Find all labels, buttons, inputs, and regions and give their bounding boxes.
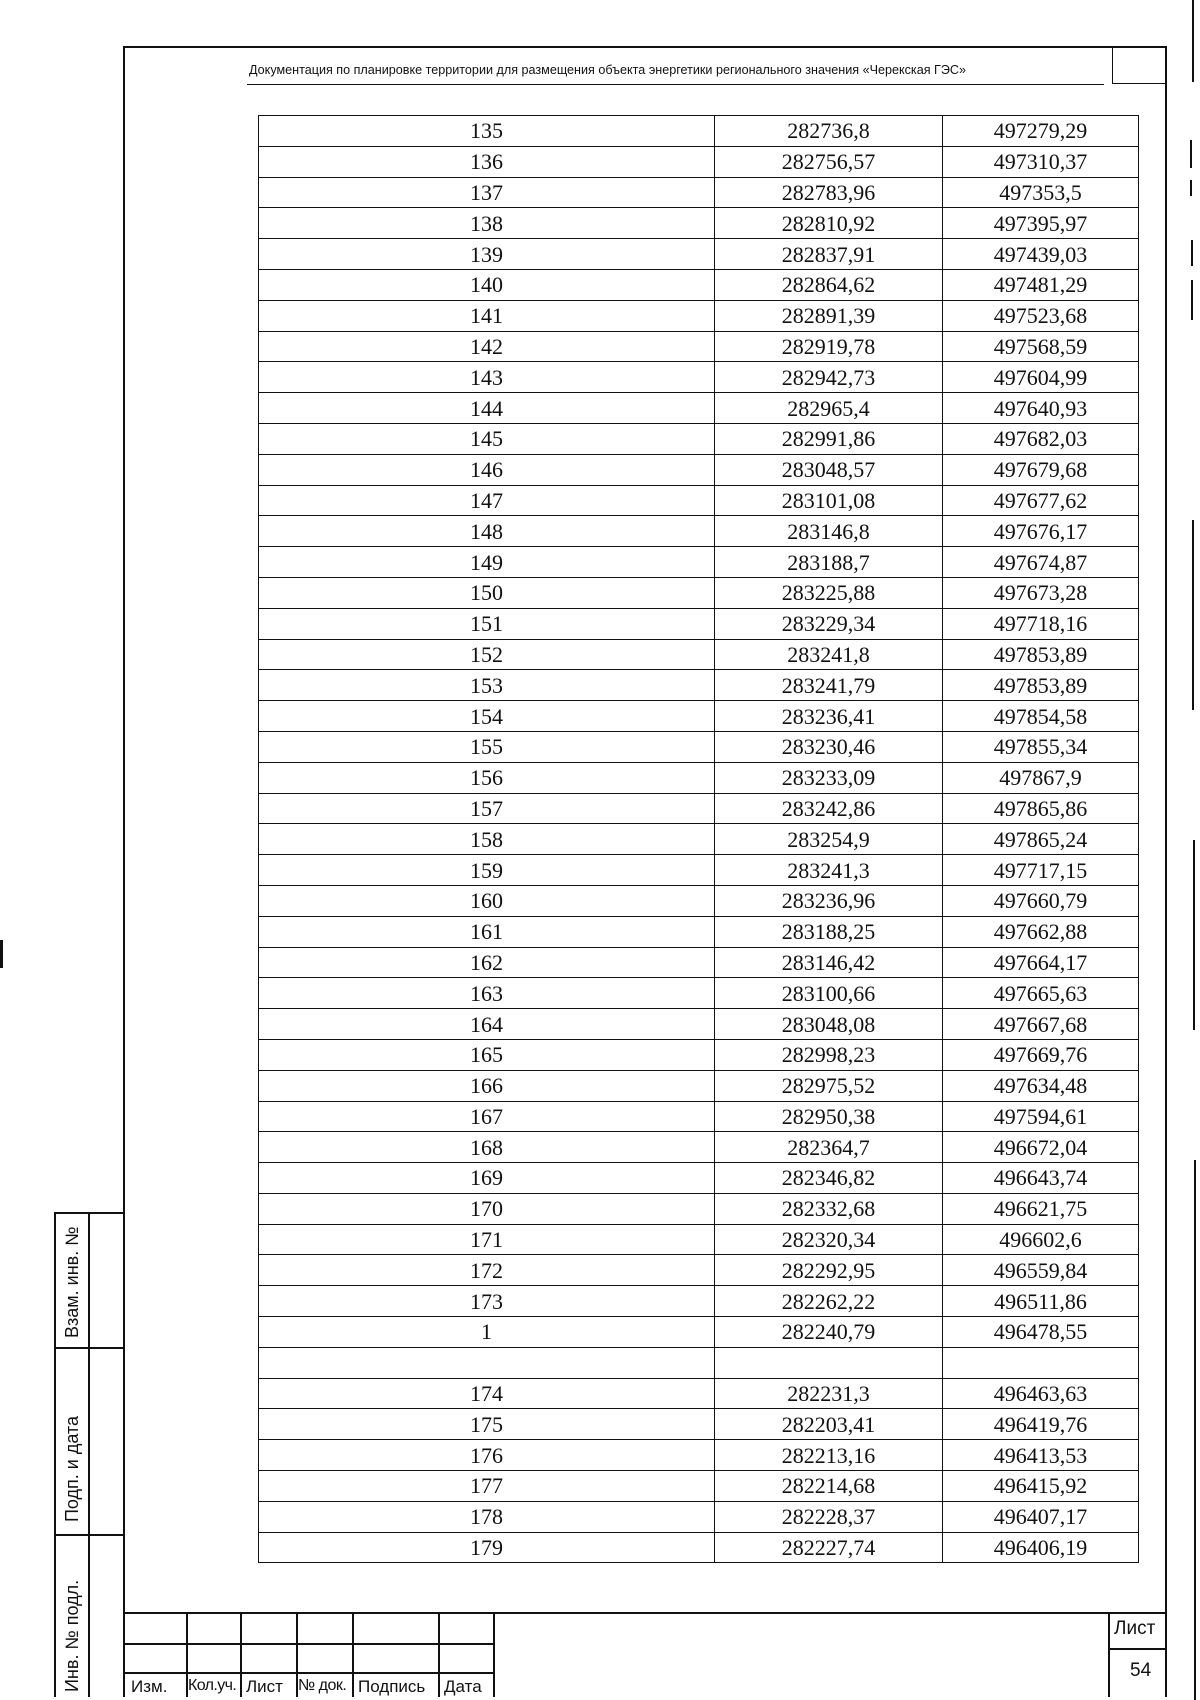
x-coordinate-cell: 282320,34 (715, 1224, 943, 1255)
y-coordinate-cell: 497310,37 (943, 146, 1139, 177)
y-coordinate-cell (943, 1347, 1139, 1378)
point-number-cell: 140 (259, 269, 715, 300)
left-stamp-outer-line (54, 1212, 56, 1697)
table-row (259, 1440, 1139, 1471)
point-number-cell: 138 (259, 208, 715, 239)
point-number-cell: 141 (259, 300, 715, 331)
kol-uch-label: Кол.уч. (188, 1677, 237, 1694)
point-number-cell: 156 (259, 762, 715, 793)
point-number-cell: 139 (259, 239, 715, 270)
y-coordinate-cell: 497853,89 (943, 639, 1139, 670)
point-number-cell: 170 (259, 1193, 715, 1224)
y-coordinate-cell: 496419,76 (943, 1409, 1139, 1440)
x-coordinate-cell: 283229,34 (715, 608, 943, 639)
title-block-top-line (123, 1612, 1167, 1614)
x-coordinate-cell: 283236,41 (715, 701, 943, 732)
table-row (259, 1286, 1139, 1317)
point-number-cell: 154 (259, 701, 715, 732)
table-row (259, 701, 1139, 732)
x-coordinate-cell: 283100,66 (715, 978, 943, 1009)
point-number-cell: 171 (259, 1224, 715, 1255)
x-coordinate-cell: 282975,52 (715, 1070, 943, 1101)
table-row (259, 239, 1139, 270)
table-row (259, 885, 1139, 916)
table-row (259, 1501, 1139, 1532)
x-coordinate-cell: 282919,78 (715, 331, 943, 362)
y-coordinate-cell: 497353,5 (943, 177, 1139, 208)
y-coordinate-cell: 497677,62 (943, 485, 1139, 516)
left-stamp-divider-2 (54, 1534, 124, 1536)
y-coordinate-cell: 497523,68 (943, 300, 1139, 331)
x-coordinate-cell: 283048,08 (715, 1009, 943, 1040)
point-number-cell: 151 (259, 608, 715, 639)
title-block-col-5 (438, 1612, 440, 1697)
coordinates-table-body (259, 116, 1139, 1563)
x-coordinate-cell: 283188,7 (715, 547, 943, 578)
x-coordinate-cell: 282756,57 (715, 146, 943, 177)
x-coordinate-cell: 283242,86 (715, 793, 943, 824)
table-row (259, 454, 1139, 485)
y-coordinate-cell: 497669,76 (943, 1039, 1139, 1070)
table-row (259, 423, 1139, 454)
x-coordinate-cell: 283188,25 (715, 916, 943, 947)
y-coordinate-cell: 497853,89 (943, 670, 1139, 701)
y-coordinate-cell: 496406,19 (943, 1532, 1139, 1563)
table-row (259, 947, 1139, 978)
x-coordinate-cell: 282213,16 (715, 1440, 943, 1471)
x-coordinate-cell: 282228,37 (715, 1501, 943, 1532)
x-coordinate-cell: 282736,8 (715, 116, 943, 147)
point-number-cell: 146 (259, 454, 715, 485)
table-row (259, 1317, 1139, 1348)
x-coordinate-cell: 282203,41 (715, 1409, 943, 1440)
x-coordinate-cell: 282783,96 (715, 177, 943, 208)
table-row (259, 116, 1139, 147)
point-number-cell: 179 (259, 1532, 715, 1563)
table-row (259, 577, 1139, 608)
table-row (259, 1255, 1139, 1286)
frame-top-border (123, 46, 1167, 48)
point-number-cell: 155 (259, 731, 715, 762)
document-title: Документация по планировке территории для размещения объекта энергетики регионального значения «Черекская ГЭС» (249, 63, 967, 77)
y-coordinate-cell: 497279,29 (943, 116, 1139, 147)
x-coordinate-cell: 283241,79 (715, 670, 943, 701)
point-number-cell: 175 (259, 1409, 715, 1440)
y-coordinate-cell: 496602,6 (943, 1224, 1139, 1255)
izm-label: Изм. (131, 1677, 168, 1696)
y-coordinate-cell: 497395,97 (943, 208, 1139, 239)
y-coordinate-cell: 497568,59 (943, 331, 1139, 362)
date-label: Дата (444, 1677, 482, 1696)
point-number-cell: 178 (259, 1501, 715, 1532)
table-row (259, 731, 1139, 762)
table-row (259, 1532, 1139, 1563)
y-coordinate-cell: 497640,93 (943, 393, 1139, 424)
point-number-cell: 173 (259, 1286, 715, 1317)
y-coordinate-cell: 496511,86 (943, 1286, 1139, 1317)
left-stamp (54, 1212, 124, 1697)
signature-label: Подпись (358, 1677, 426, 1696)
table-row (259, 762, 1139, 793)
table-row (259, 1070, 1139, 1101)
table-row (259, 855, 1139, 886)
point-number-cell: 158 (259, 824, 715, 855)
left-stamp-top-line (54, 1212, 124, 1214)
point-number-cell: 149 (259, 547, 715, 578)
header-corner-box (1112, 46, 1166, 84)
table-row (259, 269, 1139, 300)
x-coordinate-cell: 283146,8 (715, 516, 943, 547)
point-number-cell: 147 (259, 485, 715, 516)
table-row (259, 300, 1139, 331)
vzam-inv-label: Взам. инв. № (62, 1226, 82, 1338)
table-row (259, 978, 1139, 1009)
point-number-cell: 176 (259, 1440, 715, 1471)
table-row (259, 1039, 1139, 1070)
x-coordinate-cell: 282332,68 (715, 1193, 943, 1224)
x-coordinate-cell: 283241,8 (715, 639, 943, 670)
y-coordinate-cell: 496672,04 (943, 1132, 1139, 1163)
table-row (259, 485, 1139, 516)
x-coordinate-cell: 282891,39 (715, 300, 943, 331)
y-coordinate-cell: 497664,17 (943, 947, 1139, 978)
x-coordinate-cell: 282346,82 (715, 1163, 943, 1194)
table-row (259, 362, 1139, 393)
y-coordinate-cell: 497667,68 (943, 1009, 1139, 1040)
sheet-box-left-line (1108, 1612, 1110, 1697)
x-coordinate-cell: 283048,57 (715, 454, 943, 485)
y-coordinate-cell: 497682,03 (943, 423, 1139, 454)
point-number-cell: 166 (259, 1070, 715, 1101)
point-number-cell: 172 (259, 1255, 715, 1286)
table-row (259, 1378, 1139, 1409)
point-number-cell: 137 (259, 177, 715, 208)
x-coordinate-cell: 282998,23 (715, 1039, 943, 1070)
table-row (259, 1163, 1139, 1194)
table-row (259, 1009, 1139, 1040)
y-coordinate-cell: 497865,86 (943, 793, 1139, 824)
left-stamp-inner-line (88, 1212, 90, 1697)
table-row (259, 146, 1139, 177)
y-coordinate-cell: 496407,17 (943, 1501, 1139, 1532)
y-coordinate-cell: 496643,74 (943, 1163, 1139, 1194)
point-number-cell: 157 (259, 793, 715, 824)
point-number-cell: 163 (259, 978, 715, 1009)
y-coordinate-cell: 496621,75 (943, 1193, 1139, 1224)
point-number-cell: 177 (259, 1471, 715, 1502)
point-number-cell: 152 (259, 639, 715, 670)
y-coordinate-cell: 497865,24 (943, 824, 1139, 855)
title-block-col-4 (352, 1612, 354, 1697)
table-row (259, 1193, 1139, 1224)
y-coordinate-cell: 497676,17 (943, 516, 1139, 547)
document-header (247, 54, 1104, 85)
y-coordinate-cell: 497665,63 (943, 978, 1139, 1009)
inv-podl-label: Инв. № подл. (62, 1579, 82, 1692)
point-number-cell: 174 (259, 1378, 715, 1409)
point-number-cell: 161 (259, 916, 715, 947)
x-coordinate-cell: 282965,4 (715, 393, 943, 424)
table-row (259, 1101, 1139, 1132)
point-number-cell: 150 (259, 577, 715, 608)
title-block-col-6 (493, 1612, 495, 1697)
x-coordinate-cell: 282214,68 (715, 1471, 943, 1502)
point-number-cell: 136 (259, 146, 715, 177)
point-number-cell: 1 (259, 1317, 715, 1348)
x-coordinate-cell: 282950,38 (715, 1101, 943, 1132)
doc-number-label: № док. (298, 1677, 347, 1694)
x-coordinate-cell: 282810,92 (715, 208, 943, 239)
y-coordinate-cell: 496478,55 (943, 1317, 1139, 1348)
table-row (259, 1132, 1139, 1163)
y-coordinate-cell: 497854,58 (943, 701, 1139, 732)
x-coordinate-cell: 282231,3 (715, 1378, 943, 1409)
point-number-cell: 169 (259, 1163, 715, 1194)
x-coordinate-cell: 282292,95 (715, 1255, 943, 1286)
y-coordinate-cell: 497679,68 (943, 454, 1139, 485)
y-coordinate-cell: 496559,84 (943, 1255, 1139, 1286)
point-number-cell: 135 (259, 116, 715, 147)
y-coordinate-cell: 497855,34 (943, 731, 1139, 762)
table-row (259, 177, 1139, 208)
y-coordinate-cell: 497867,9 (943, 762, 1139, 793)
y-coordinate-cell: 497674,87 (943, 547, 1139, 578)
table-row (259, 639, 1139, 670)
point-number-cell: 159 (259, 855, 715, 886)
x-coordinate-cell: 283233,09 (715, 762, 943, 793)
x-coordinate-cell: 283225,88 (715, 577, 943, 608)
point-number-cell: 165 (259, 1039, 715, 1070)
sheet-number: 54 (1130, 1660, 1152, 1681)
podp-data-label: Подп. и дата (62, 1415, 82, 1522)
point-number-cell: 160 (259, 885, 715, 916)
left-stamp-divider-1 (54, 1347, 124, 1349)
x-coordinate-cell: 283236,96 (715, 885, 943, 916)
x-coordinate-cell: 283146,42 (715, 947, 943, 978)
y-coordinate-cell: 497660,79 (943, 885, 1139, 916)
y-coordinate-cell: 497662,88 (943, 916, 1139, 947)
x-coordinate-cell: 283254,9 (715, 824, 943, 855)
list-label: Лист (246, 1677, 283, 1696)
x-coordinate-cell: 283241,3 (715, 855, 943, 886)
y-coordinate-cell: 497594,61 (943, 1101, 1139, 1132)
y-coordinate-cell: 497439,03 (943, 239, 1139, 270)
x-coordinate-cell: 282262,22 (715, 1286, 943, 1317)
point-number-cell (259, 1347, 715, 1378)
x-coordinate-cell: 282364,7 (715, 1132, 943, 1163)
point-number-cell: 164 (259, 1009, 715, 1040)
y-coordinate-cell: 496415,92 (943, 1471, 1139, 1502)
y-coordinate-cell: 497481,29 (943, 269, 1139, 300)
table-row (259, 516, 1139, 547)
x-coordinate-cell: 282227,74 (715, 1532, 943, 1563)
sheet-label: Лист (1114, 1618, 1156, 1639)
point-number-cell: 167 (259, 1101, 715, 1132)
y-coordinate-cell: 496463,63 (943, 1378, 1139, 1409)
point-number-cell: 143 (259, 362, 715, 393)
x-coordinate-cell (715, 1347, 943, 1378)
point-number-cell: 144 (259, 393, 715, 424)
table-row (259, 824, 1139, 855)
y-coordinate-cell: 497673,28 (943, 577, 1139, 608)
table-row (259, 547, 1139, 578)
title-block-col-2 (240, 1612, 242, 1697)
table-row (259, 608, 1139, 639)
x-coordinate-cell: 283101,08 (715, 485, 943, 516)
table-row (259, 793, 1139, 824)
x-coordinate-cell: 282837,91 (715, 239, 943, 270)
table-row (259, 670, 1139, 701)
table-row (259, 1471, 1139, 1502)
x-coordinate-cell: 282991,86 (715, 423, 943, 454)
table-row (259, 393, 1139, 424)
y-coordinate-cell: 496413,53 (943, 1440, 1139, 1471)
table-row (259, 331, 1139, 362)
point-number-cell: 162 (259, 947, 715, 978)
x-coordinate-cell: 282864,62 (715, 269, 943, 300)
point-number-cell: 145 (259, 423, 715, 454)
table-row (259, 208, 1139, 239)
table-row (259, 1224, 1139, 1255)
point-number-cell: 142 (259, 331, 715, 362)
x-coordinate-cell: 283230,46 (715, 731, 943, 762)
point-number-cell: 168 (259, 1132, 715, 1163)
y-coordinate-cell: 497718,16 (943, 608, 1139, 639)
table-row (259, 916, 1139, 947)
coordinates-table (258, 115, 1139, 1563)
sheet-box-mid-line (1108, 1648, 1166, 1650)
table-row (259, 1347, 1139, 1378)
y-coordinate-cell: 497604,99 (943, 362, 1139, 393)
y-coordinate-cell: 497634,48 (943, 1070, 1139, 1101)
table-row (259, 1409, 1139, 1440)
x-coordinate-cell: 282942,73 (715, 362, 943, 393)
point-number-cell: 148 (259, 516, 715, 547)
point-number-cell: 153 (259, 670, 715, 701)
frame-right-border (1165, 46, 1167, 1697)
y-coordinate-cell: 497717,15 (943, 855, 1139, 886)
x-coordinate-cell: 282240,79 (715, 1317, 943, 1348)
